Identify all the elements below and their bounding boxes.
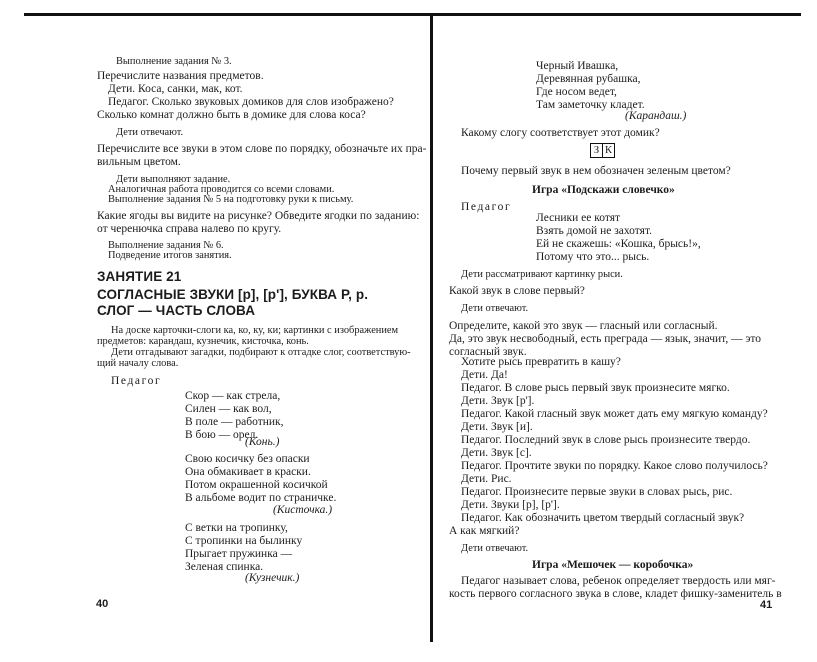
text-line: Дети отвечают. xyxy=(116,127,184,138)
closing-line: Педагог называет слова, ребенок определяет твердость или мяг- xyxy=(461,575,776,587)
text-line: Сколько комнат должно быть в домике для слова коса? xyxy=(97,109,366,121)
dialog-line: Педагог. Как обозначить цветом твердый согласный звук? xyxy=(461,512,745,524)
dialog-line: Дети. Звук [р']. xyxy=(461,395,535,407)
dialog-line: Дети. Звук [и]. xyxy=(461,421,533,433)
dialog-line: Дети. Звук [с]. xyxy=(461,447,532,459)
speaker-label: Педагог xyxy=(461,201,512,213)
text-line: Выполнение задания № 3. xyxy=(116,56,232,67)
text-line: Выполнение задания № 6. xyxy=(108,240,224,251)
dialog-line: Дети рассматривают картинку рыси. xyxy=(461,269,623,280)
dialog-line: Дети. Рис. xyxy=(461,473,512,485)
intro-line: Дети отгадывают загадки, подбирают к отгадке слог, соответствую- xyxy=(111,347,411,358)
riddle-answer: (Конь.) xyxy=(245,436,280,448)
dialog-line: Дети отвечают. xyxy=(461,543,529,554)
poem-line: В бою — орел. xyxy=(185,429,259,441)
text-line: Подведение итогов занятия. xyxy=(108,250,232,261)
dialog-line: А как мягкий? xyxy=(449,525,520,537)
poem-line: Свою косичку без опаски xyxy=(185,453,310,465)
dialog-line: Дети. Звуки [р], [р']. xyxy=(461,499,560,511)
text-line: от черенючка справа налево по кругу. xyxy=(97,223,282,235)
speaker-label: Педагог xyxy=(111,375,162,387)
dialog-line: Определите, какой это звук — гласный или согласный. xyxy=(449,320,718,332)
poem-line: Скор — как стрела, xyxy=(185,390,281,402)
intro-line: На доске карточки-слоги ка, ко, ку, ки; картинки с изображением xyxy=(111,325,399,336)
question-line: Почему первый звук в нем обозначен зеленым цветом? xyxy=(461,165,731,177)
dialog-line: Какой звук в слове первый? xyxy=(449,285,585,297)
poem-line: Она обмакивает в краски. xyxy=(185,466,311,478)
question-line: Какому слогу соответствует этот домик? xyxy=(461,127,660,139)
poem-line: Деревянная рубашка, xyxy=(536,73,641,85)
poem-line: Где носом ведет, xyxy=(536,86,617,98)
game-heading: Игра «Мешочек — коробочка» xyxy=(532,559,694,571)
text-line: Педагог. Сколько звуковых домиков для слов изображено? xyxy=(108,96,394,108)
poem-line: С ветки на тропинку, xyxy=(185,522,288,534)
poem-line: В поле — работник, xyxy=(185,416,284,428)
poem-line: Потому что это... рысь. xyxy=(536,251,650,263)
text-line: Дети. Коса, санки, мак, кот. xyxy=(108,83,243,95)
lesson-title: ЗАНЯТИЕ 21 xyxy=(97,269,182,284)
text-line: Перечислите названия предметов. xyxy=(97,70,264,82)
dialog-line: Хотите рысь превратить в кашу? xyxy=(461,356,621,368)
dialog-line: Педагог. Какой гласный звук может дать ему мягкую команду? xyxy=(461,408,768,420)
poem-line: Взять домой не захотят. xyxy=(536,225,652,237)
dialog-line: Педагог. Произнесите первые звуки в словах рысь, рис. xyxy=(461,486,733,498)
sound-cell: К xyxy=(602,143,615,158)
poem-line: Черный Ивашка, xyxy=(536,60,619,72)
poem-line: Ей не скажешь: «Кошка, брысь!», xyxy=(536,238,701,250)
poem-line: Там заметочку кладет. xyxy=(536,99,645,111)
intro-line: щий началу слова. xyxy=(97,358,179,369)
page-number-left: 40 xyxy=(96,598,109,610)
lesson-subheading: СЛОГ — ЧАСТЬ СЛОВА xyxy=(97,303,256,318)
text-line: Аналогичная работа проводится со всеми словами. xyxy=(108,184,335,195)
lesson-heading: СОГЛАСНЫЕ ЗВУКИ [р], [р'], БУКВА Р, р. xyxy=(97,287,369,302)
closing-line: кость первого согласного звука в слове, кладет фишку-заменитель в xyxy=(449,588,782,600)
poem-line: Зеленая спинка. xyxy=(185,561,264,573)
riddle-answer: (Кузнечик.) xyxy=(245,572,300,584)
dialog-line: Дети. Да! xyxy=(461,369,508,381)
poem-line: Потом окрашенной косичкой xyxy=(185,479,328,491)
dialog-line: Да, это звук несвободный, есть преграда — язык, значит, — это xyxy=(449,333,762,345)
dialog-line: согласный звук. xyxy=(449,346,527,358)
text-line: Какие ягоды вы видите на рисунке? Обведите ягодки по заданию: xyxy=(97,210,420,222)
game-heading: Игра «Подскажи словечко» xyxy=(532,184,675,196)
text-line: Выполнение задания № 5 на подготовку руки к письму. xyxy=(108,194,354,205)
sound-cell: З xyxy=(590,143,603,158)
poem-line: Лесники ее котят xyxy=(536,212,621,224)
text-line: Дети выполняют задание. xyxy=(116,174,231,185)
page-number-right: 41 xyxy=(760,599,773,611)
riddle-answer: (Кисточка.) xyxy=(273,504,333,516)
dialog-line: Дети отвечают. xyxy=(461,303,529,314)
gutter-rule xyxy=(430,14,433,642)
dialog-line: Педагог. В слове рысь первый звук произнесите мягко. xyxy=(461,382,730,394)
intro-line: предметов: карандаш, кузнечик, кисточка, конь. xyxy=(97,336,309,347)
poem-line: С тропинки на былинку xyxy=(185,535,303,547)
dialog-line: Педагог. Прочтите звуки по порядку. Какое слово получилось? xyxy=(461,460,768,472)
poem-line: В альбоме водит по страничке. xyxy=(185,492,337,504)
poem-line: Прыгает пружинка — xyxy=(185,548,293,560)
sound-house xyxy=(590,143,614,158)
poem-line: Силен — как вол, xyxy=(185,403,272,415)
top-rule xyxy=(24,13,801,16)
dialog-line: Педагог. Последний звук в слове рысь произнесите твердо. xyxy=(461,434,751,446)
text-line: Перечислите все звуки в этом слове по порядку, обозначьте их пра- xyxy=(97,143,427,155)
text-line: вильным цветом. xyxy=(97,156,181,168)
riddle-answer: (Карандаш.) xyxy=(625,110,687,122)
